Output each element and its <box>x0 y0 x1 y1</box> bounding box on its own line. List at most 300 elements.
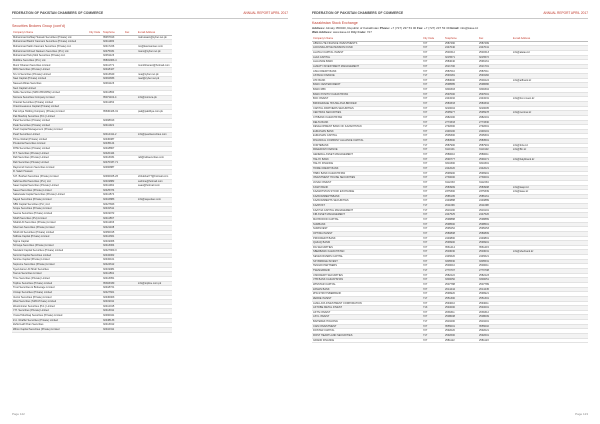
cell-city-code: 717 <box>422 296 444 301</box>
cell-city-code: 717 <box>422 269 444 274</box>
cell-telephone: 2594010 <box>444 301 478 306</box>
cell-city-code: 727 <box>422 217 444 222</box>
cell-company-name: KAZYNA CAPITAL MANAGEMENT <box>312 208 422 213</box>
cell-email[interactable]: info@centras.kz <box>512 111 588 116</box>
cell-company-name: DELTA BANK <box>312 120 422 125</box>
cell-email[interactable]: info@bcc-invest.kz <box>512 97 588 102</box>
cell-company-name: Muhammad Salim Kasmani Securities (Private) Ltd. <box>12 44 88 49</box>
cell-telephone: 2598888 <box>444 217 478 222</box>
cell-company-name: KAZPOST <box>312 204 422 209</box>
header-title: FEDERATION OF PAKISTAN CHAMBERS OF COMMERCE <box>12 11 104 15</box>
cell-city-code: 717 <box>422 143 444 148</box>
cell-company-name: WINSTAR CAPITAL <box>312 282 422 287</box>
cell-company-name: CAPITAL PARTNERS SECURITIES <box>312 106 422 111</box>
cell-company-name: Y.H. Securities (Private) Limited <box>12 309 88 314</box>
cell-company-name: KAZKOMMERTS SECURITIES <box>312 199 422 204</box>
cell-company-name: Sherman Securities (Private) Limited <box>12 225 88 230</box>
cell-telephone: 3300050 <box>444 278 478 283</box>
cell-company-name: Nomura Securities Company Limited <box>12 95 88 100</box>
info-phone: +7 (727) 237 53 00 <box>390 26 417 30</box>
cell-fax: 2500224 <box>478 78 512 83</box>
cell-fax: 2503031 <box>478 250 512 255</box>
cell-email[interactable]: info@alatau.kz <box>512 50 588 55</box>
cell-email[interactable]: info@forte.kz <box>512 143 588 148</box>
cell-telephone: 3110101 <box>444 148 478 153</box>
cell-email[interactable]: info@kaspi.kz <box>512 185 588 190</box>
cell-telephone: 32470337-71 <box>102 160 124 165</box>
page-footer: Page 123 <box>575 412 588 416</box>
cell-telephone: 32413012 <box>102 323 124 328</box>
cell-company-name: Muhammad Ashfaq Hussain Securities (Private) Ltd. <box>12 35 88 40</box>
cell-fax: 2583501 <box>478 139 512 144</box>
cell-fax: 2581123 <box>478 338 512 343</box>
cell-telephone: 2590777 <box>444 157 478 162</box>
cell-company-name: Sakarwala Capital Securities (Private) Limited <box>12 193 88 198</box>
cell-company-name: HOME CREDIT BANK <box>312 166 422 171</box>
cell-telephone: 2584040 <box>444 60 478 65</box>
cell-telephone: 2445620 <box>444 255 478 260</box>
right-page <box>300 0 600 424</box>
cell-telephone: 32427601 <box>102 290 124 295</box>
cell-city-code: 713 <box>422 306 444 311</box>
cell-company-name: ATF BANK <box>312 78 422 83</box>
cell-company-name: JUSAN INVEST <box>312 180 422 185</box>
cell-telephone: 2599900 <box>444 241 478 246</box>
column-header-telephone: Telephone <box>102 31 124 35</box>
cell-fax: 2621701 <box>478 64 512 69</box>
cell-company-name: HALYK BANK <box>312 157 422 162</box>
cell-city-code: 717 <box>422 125 444 130</box>
cell-city-code: 727 <box>422 46 444 51</box>
column-header-company-name: Company's Name <box>12 31 88 35</box>
cell-fax: 2587901 <box>478 143 512 148</box>
cell-fax: 2580011 <box>478 153 512 158</box>
cell-telephone: 3215571 <box>444 55 478 60</box>
header-divider <box>12 18 288 19</box>
cell-company-name: Prudential Securities Limited <box>12 142 88 147</box>
cell-telephone: 3305530 <box>444 259 478 264</box>
cell-company-name: FIRST HEARTLAND SECURITIES <box>312 334 422 339</box>
cell-fax: 3220005 <box>478 106 512 111</box>
cell-city-code: 717 <box>422 320 444 325</box>
cell-company-name: ASYL INVEST <box>312 315 422 320</box>
cell-company-name: Vector Securities (Private) Limited <box>12 295 88 300</box>
cell-telephone: 2596900 <box>444 171 478 176</box>
cell-telephone: 2501512 <box>444 50 478 55</box>
cell-email[interactable]: info@atfbank.kz <box>512 78 588 83</box>
cell-email[interactable]: mahussain@cyber.net.pk <box>137 35 172 40</box>
cell-fax: 3112234 <box>478 180 512 185</box>
cell-city-code: 727 <box>422 338 444 343</box>
cell-fax: 3110102 <box>478 148 512 153</box>
cell-company-name: Standard Capital Securities (Private) Limited <box>12 249 88 254</box>
cell-telephone: 2919100 <box>444 208 478 213</box>
cell-company-name: Rafi Securities (Private) Limited <box>12 156 88 161</box>
cell-city-code: 727 <box>422 190 444 195</box>
cell-fax: 2449801 <box>478 236 512 241</box>
cell-company-name: Yousuf Mushtaq Securities (Private) Limited <box>12 314 88 319</box>
cell-telephone: 35303330 <box>102 281 124 286</box>
cell-company-name: Munir Khanani Securities Limited <box>12 63 88 68</box>
column-header-email: E-mail Address <box>137 31 172 35</box>
column-header-fax: Fax <box>124 31 137 35</box>
cell-telephone: 32419072 <box>102 211 124 216</box>
cell-telephone: 3561414 <box>444 245 478 250</box>
cell-email[interactable]: info@pearlsecurities.com <box>137 133 172 138</box>
cell-email[interactable]: info@ffin.kz <box>512 148 588 153</box>
cell-company-name: Sirmaya Securities (Private) Limited <box>12 244 88 249</box>
cell-email[interactable]: info@kase.kz <box>512 190 588 195</box>
cell-fax: 2590271 <box>478 157 512 162</box>
cell-email[interactable]: saao@hotmail.com <box>137 184 172 189</box>
cell-telephone: 2592600 <box>444 334 478 339</box>
cell-company-name: Oriental Securities (Private) Limited <box>12 100 88 105</box>
cell-city-code: 727 <box>422 148 444 153</box>
cell-company-name: Pak Libya Holding Company (Private) Limited <box>12 109 88 114</box>
cell-company-name: ALATAU CAPITAL INVEST <box>312 50 422 55</box>
cell-fax: 3310301 <box>478 162 512 167</box>
cell-company-name: KAZKOMMERTSBANK <box>312 194 422 199</box>
cell-company-name: ALMATY INVESTMENT MANAGEMENT <box>312 64 422 69</box>
cell-fax: 2594011 <box>478 301 512 306</box>
cell-company-name: Sigma Capital <box>12 239 88 244</box>
cell-fax: 2551301 <box>478 296 512 301</box>
cell-company-name: ZHILSTROYSBERBANK <box>312 292 422 297</box>
cell-city-code: 727 <box>422 115 444 120</box>
cell-company-name: RG SECURITIES <box>312 245 422 250</box>
cell-fax: 2501513 <box>478 50 512 55</box>
cell-telephone: 2442020 <box>444 166 478 171</box>
cell-fax: 3300051 <box>478 278 512 283</box>
cell-company-name: FINANCIAL COMPANY ALLIANCE CAPITAL <box>312 139 422 144</box>
cell-fax: 2636312 <box>478 310 512 315</box>
cell-company-name: ASIA CREDIT BANK <box>312 69 422 74</box>
header-report-label: ANNUAL REPORT APRIL 2017 <box>243 11 288 15</box>
cell-city-code: 727 <box>422 273 444 278</box>
cell-city-code: 727 <box>422 88 444 93</box>
cell-telephone: 32434062 <box>102 253 124 258</box>
cell-telephone: 2503030 <box>444 250 478 255</box>
cell-email[interactable]: munirkhanani@hotmail.com <box>137 63 172 68</box>
right-company-table <box>312 37 588 343</box>
cell-company-name: Scope Securities (Private) Limited <box>12 207 88 212</box>
cell-company-name: Next Capital Limited <box>12 86 88 91</box>
cell-city-code: 727 <box>422 157 444 162</box>
cell-company-name: Sunrise Capital (Private) Limited <box>12 258 88 263</box>
cell-fax: 2508009 <box>478 315 512 320</box>
cell-telephone: 32427843 <box>102 202 124 207</box>
cell-city-code: 727 <box>422 134 444 139</box>
cell-fax: 2792601 <box>478 125 512 130</box>
cell-company-name: Shahid Ali Securities (Private) Limited <box>12 221 88 226</box>
cell-company-name: Z.A. Ghaffar Securities (Private) Limited <box>12 318 88 323</box>
cell-telephone: 32413051 <box>102 276 124 281</box>
cell-telephone: 32411567 <box>102 216 124 221</box>
column-header-email: E-mail Address <box>512 37 588 41</box>
cell-fax: 2447526 <box>478 213 512 218</box>
cell-fax: 3305531 <box>478 259 512 264</box>
cell-city-code <box>88 328 102 333</box>
cell-city-code: 727 <box>422 69 444 74</box>
cell-telephone: 2592020 <box>444 329 478 334</box>
cell-telephone: 2585195 <box>444 194 478 199</box>
cell-telephone: 2595252 <box>444 227 478 232</box>
cell-city-code: 727 <box>422 245 444 250</box>
cell-company-name: EURASIAN CAPITAL <box>312 134 422 139</box>
cell-email[interactable]: nua@cyber.net.pk <box>137 72 172 77</box>
cell-email[interactable]: info@topline.com.pk <box>137 281 172 286</box>
cell-fax: 2587499 <box>478 41 512 46</box>
cell-city-code: 727 <box>422 120 444 125</box>
cell-city-code: 727 <box>422 241 444 246</box>
cell-telephone: 32413064 <box>102 244 124 249</box>
cell-company-name: Shaffi Securities (Pvt) Limited <box>12 216 88 221</box>
cell-city-code: 727 <box>422 60 444 65</box>
cell-email[interactable]: rafi@rafisecurities.com <box>137 156 172 161</box>
cell-telephone: 2447040 <box>444 46 478 51</box>
cell-fax: 2614445 <box>478 287 512 292</box>
cell-telephone: 32451123 <box>102 54 124 59</box>
cell-company-name: Taurus Securities Limited <box>12 272 88 277</box>
cell-city-code: 727 <box>422 92 444 97</box>
table-row <box>312 338 588 343</box>
cell-telephone: 32413640 <box>102 72 124 77</box>
cell-telephone: 32411560 <box>102 91 124 96</box>
cell-fax: 2447041 <box>478 46 512 51</box>
cell-company-name: SBS Capital Securities (Pvt.) Ltd <box>12 202 88 207</box>
cell-company-name: Saeed Securities (Private) Limited <box>12 188 88 193</box>
cell-company-name: ACCUMULATIVE PENSION FUND <box>312 46 422 51</box>
cell-email[interactable]: info@sayedsec.com <box>137 198 172 203</box>
cell-telephone: 32419011 <box>102 300 124 305</box>
cell-fax: 3555002 <box>478 324 512 329</box>
cell-telephone: 32425374 <box>102 188 124 193</box>
cell-fax: 2982201 <box>478 115 512 120</box>
cell-company-name: EURASIAN BANK <box>312 129 422 134</box>
cell-company-name: Pearl Capital Management (Private) Limited <box>12 128 88 133</box>
cell-telephone: 32419882 <box>102 179 124 184</box>
cell-telephone: 2580010 <box>444 153 478 158</box>
cell-telephone: 32411482 <box>102 40 124 45</box>
cell-company-name: NURBANK <box>312 222 422 227</box>
table-row <box>12 328 172 333</box>
cell-city-code: 717 <box>422 334 444 339</box>
cell-telephone: 3555001 <box>444 324 478 329</box>
cell-city-code: 727 <box>422 324 444 329</box>
cell-email[interactable]: shbukhari77@hotmail.com <box>137 174 172 179</box>
cell-telephone: 32430003 <box>102 295 124 300</box>
cell-company-name: GENERAL ASSET MANAGEMENT <box>312 153 422 158</box>
cell-company-name: RITE Securities (Private) Limited <box>12 147 88 152</box>
cell-company-name: BANK POSITIV KAZAKHSTAN <box>312 92 422 97</box>
cell-telephone: 2580808 <box>444 231 478 236</box>
cell-city-code: 727 <box>422 227 444 232</box>
cell-telephone: 2636311 <box>444 310 478 315</box>
cell-city-code: 727 <box>422 171 444 176</box>
cell-fax: 2582223 <box>478 273 512 278</box>
cell-telephone: 2500010 <box>444 264 478 269</box>
cell-telephone: 2587010 <box>444 69 478 74</box>
cell-company-name: FORTEBANK <box>312 143 422 148</box>
cell-email[interactable]: nael@cyber.net.pk <box>137 77 172 82</box>
info-address: Almaty 050040, Republic of Kazakhstan <box>325 26 379 30</box>
cell-telephone: 32411463 <box>102 221 124 226</box>
cell-company-name: KIB ASSET MANAGEMENT <box>312 213 422 218</box>
cell-fax: 2595978 <box>478 111 512 116</box>
info-fax: +7 (727) 237 53 39 <box>424 26 450 30</box>
cell-email[interactable]: info@nomura.pk <box>137 95 172 100</box>
cell-email[interactable]: mans@cyber.net.pk <box>137 49 172 54</box>
cell-company-name: ALFA CAPITAL <box>312 55 422 60</box>
cell-company-name: BANK RBK <box>312 88 422 93</box>
section-title: Kazakhstan Stock Exchange <box>312 21 358 25</box>
column-header-telephone: Telephone <box>444 37 478 41</box>
cell-fax: 2919201 <box>478 320 512 325</box>
cell-telephone: 2583500 <box>444 139 478 144</box>
cell-fax: 2448101 <box>478 129 512 134</box>
cell-telephone: 2593181 <box>444 74 478 79</box>
cell-telephone: 2508008 <box>444 315 478 320</box>
cell-telephone: 2581122 <box>444 338 478 343</box>
cell-email[interactable]: ms@kasmanisec.com <box>137 44 172 49</box>
cell-telephone: 32460025-26 <box>102 174 124 179</box>
cell-company-name: Naveed Abbas Securities <box>12 82 88 87</box>
cell-city-code: 727 <box>422 185 444 190</box>
cell-telephone: 2598500 <box>444 222 478 227</box>
cell-company-name: Noble Securities (SMC-PRIVATE) Limited <box>12 91 88 96</box>
cell-telephone: 2730000 <box>444 176 478 181</box>
cell-company-name: Muhammad Bashir Kasmani Securities (Private) Limited <box>12 40 88 45</box>
cell-company-name: GRAND FINANCE <box>312 338 422 343</box>
header-report-label: ANNUAL REPORT APRIL 2017 <box>543 11 588 15</box>
cell-telephone: 2614444 <box>444 287 478 292</box>
cell-company-name: Syed Aamer Ali Shah Securities <box>12 267 88 272</box>
cell-fax: 2595253 <box>478 227 512 232</box>
cell-company-name: QAZAQ BANKI <box>312 241 422 246</box>
cell-telephone: 3300303 <box>444 88 478 93</box>
header-title: FEDERATION OF PAKISTAN CHAMBERS OF COMMERCE <box>312 11 404 15</box>
cell-telephone: 35071102-4 <box>102 95 124 100</box>
cell-telephone: 2447525 <box>444 213 478 218</box>
cell-company-name: Westminster Securities (Pvt.) Limited <box>12 304 88 309</box>
cell-city-code: 727 <box>422 50 444 55</box>
cell-telephone: 2449800 <box>444 236 478 241</box>
cell-telephone: 3220004 <box>444 106 478 111</box>
cell-city-code: 727 <box>422 278 444 283</box>
info-web[interactable]: www.kase.kz <box>332 30 351 35</box>
cell-company-name: BANK CENTERCREDIT <box>312 83 422 88</box>
cell-telephone: 32418807 <box>102 147 124 152</box>
cell-company-name: Trust Securities & Brokerage Limited <box>12 286 88 291</box>
cell-telephone: 2611699 <box>444 204 478 209</box>
cell-telephone: 32413011 <box>102 309 124 314</box>
info-email[interactable]: info@kase.kz <box>460 26 479 30</box>
cell-city-code: 727 <box>422 176 444 181</box>
cell-city-code: 727 <box>422 111 444 116</box>
cell-company-name: MRA Securities (Private) Limited <box>12 68 88 73</box>
cell-company-name: DEVELOPMENT BANK OF KAZAKHSTAN <box>312 125 422 130</box>
cell-telephone: 2770707 <box>444 269 478 274</box>
cell-fax: 2919101 <box>478 208 512 213</box>
cell-company-name: Muhammad Tariq Moti Securities (Private) Ltd. <box>12 54 88 59</box>
cell-company-name: Summit Capital Securities Limited <box>12 253 88 258</box>
cell-city-code: 727 <box>422 64 444 69</box>
cell-telephone: 32411091 <box>102 184 124 189</box>
cell-telephone: 32431511 <box>102 207 124 212</box>
column-header-city-code: City Code <box>422 37 444 41</box>
cell-telephone: 32411771 <box>102 63 124 68</box>
cell-telephone: 2792600 <box>444 125 478 130</box>
column-header-fax: Fax <box>478 37 512 41</box>
cell-company-name: ALLIANCE BANK <box>312 60 422 65</box>
cell-city-code: 717 <box>422 208 444 213</box>
cell-city-code: 727 <box>422 162 444 167</box>
cell-telephone: 32418427 <box>102 68 124 73</box>
cell-fax: 2599901 <box>478 241 512 246</box>
cell-fax: 2598501 <box>478 222 512 227</box>
cell-telephone: 32418721 <box>102 286 124 291</box>
cell-company-name: Sidhwa Capital (Private) Limited <box>12 235 88 240</box>
cell-fax: 2442021 <box>478 166 512 171</box>
cell-company-name: SBERBANK KAZAKHSTAN <box>312 250 422 255</box>
cell-city-code: 727 <box>422 222 444 227</box>
cell-fax <box>124 328 137 333</box>
cell-company-name: Unicap Securities (Private) Limited <box>12 290 88 295</box>
cell-city-code: 727 <box>422 55 444 60</box>
cell-company-name: Peak Securities (Private) Limited <box>12 123 88 128</box>
cell-telephone: 32450015 <box>102 230 124 235</box>
cell-fax: 3561415 <box>478 245 512 250</box>
cell-telephone: 32417226 <box>102 44 124 49</box>
cell-telephone: 2597000 <box>444 92 478 97</box>
cell-company-name: Nael Capital (Private) Limited <box>12 77 88 82</box>
header-divider <box>312 18 588 19</box>
cell-telephone: 35457913 <box>102 35 124 40</box>
cell-telephone: 2448100 <box>444 129 478 134</box>
cell-telephone: 2551300 <box>444 296 478 301</box>
page-footer: Page 122 <box>12 412 25 416</box>
cell-company-name: ZERDE INVEST <box>312 296 422 301</box>
cell-city-code: 727 <box>422 264 444 269</box>
cell-company-name: Rah Securities (Private) Limited <box>12 160 88 165</box>
cell-email[interactable]: sabrina@hotmail.com <box>137 179 172 184</box>
cell-company-name: ABSOLUTE FINANCE INVESTMENTS <box>312 41 422 46</box>
cell-email[interactable]: pak@paklibya.com.pk <box>137 109 172 114</box>
cell-telephone: 3310300 <box>444 162 478 167</box>
cell-fax: 2596901 <box>478 171 512 176</box>
cell-fax: 2445621 <box>478 255 512 260</box>
cell-company-name: Zillion Capital Securities (Private) Limited <box>12 328 88 333</box>
exchange-contact-info: Address: Almaty 050040, Republic of Kazakhstan Phone: +7 (727) 237 53 00 Fax: +7 (727) 237 53 39 Email: info@kase.kz Web Address: www.kase.kz City Code: 727 <box>312 26 479 35</box>
cell-email[interactable]: info@sberbank.kz <box>512 250 588 255</box>
cell-company-name: ZAMAN BANK <box>312 287 422 292</box>
cell-city-code: 727 <box>422 213 444 218</box>
cell-fax: 2593182 <box>478 74 512 79</box>
cell-company-name: Saao Capital Securities (Private) Limited <box>12 184 88 189</box>
cell-telephone: 2599920 <box>444 292 478 297</box>
cell-company-name: S.H. Bukhari Securities (Private) Limited <box>12 174 88 179</box>
cell-fax: 3300304 <box>478 88 512 93</box>
cell-telephone: 2587490 <box>444 41 478 46</box>
cell-fax: 3215572 <box>478 55 512 60</box>
cell-telephone: 32411591 <box>102 272 124 277</box>
cell-telephone: 35831963-4 <box>102 58 124 63</box>
cell-telephone: 2598585 <box>444 83 478 88</box>
cell-telephone: 32427960-3 <box>102 249 124 254</box>
cell-email[interactable]: info@halykbank.kz <box>512 157 588 162</box>
cell-telephone: 2583000 <box>444 78 478 83</box>
cell-city-code: 727 <box>422 166 444 171</box>
